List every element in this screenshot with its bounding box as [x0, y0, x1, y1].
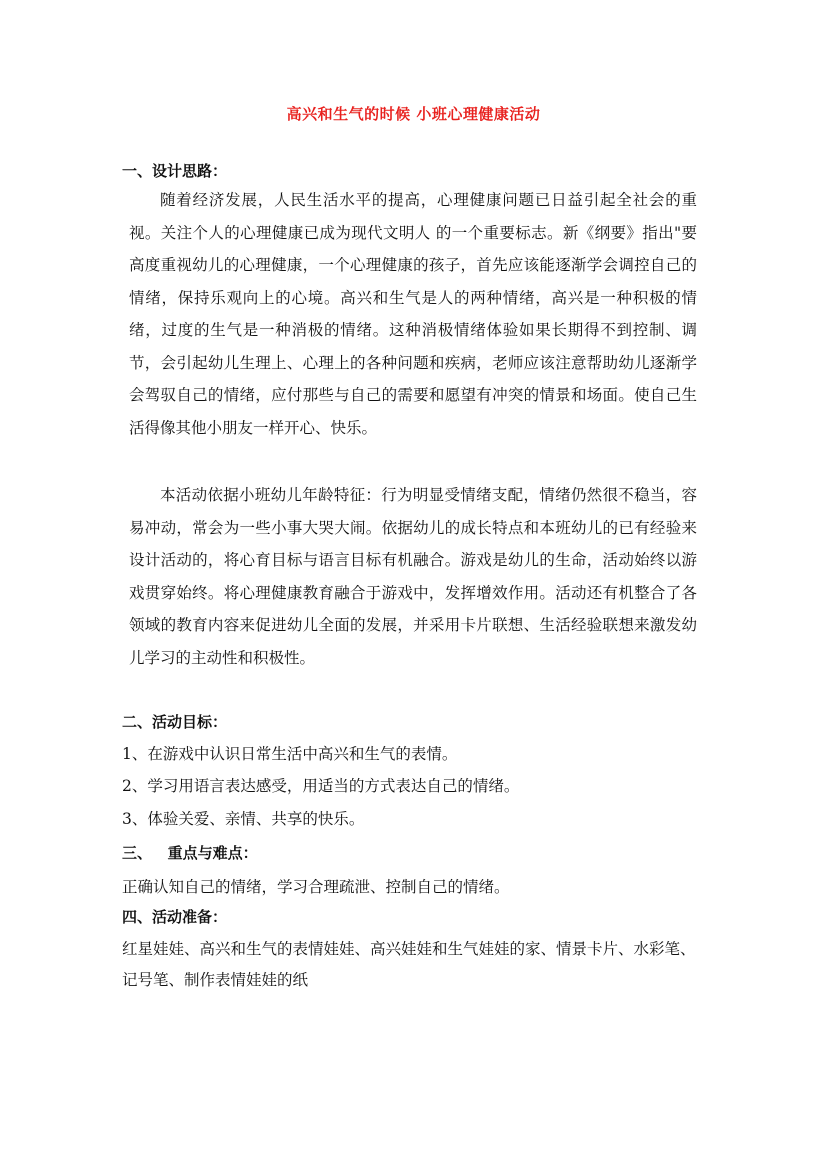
goal-item-2: 2、学习用语言表达感受，用适当的方式表达自己的情绪。 [122, 777, 520, 795]
section-heading-activity-goals: 二、活动目标： [122, 713, 228, 731]
section-heading-preparation: 四、活动准备： [122, 908, 228, 926]
design-idea-paragraph-2: 本活动依据小班幼儿年龄特征：行为明显受情绪支配，情绪仍然很不稳当，容易冲动，常会为一些小事大哭大闹。依据幼儿的成长特点和本班幼儿的已有经验来设计活动的，将心育目标与语言目标有机融合。游戏是幼儿的生命，活动始终以游戏贯穿始终。将心理健康教育融合于游戏中，发挥增效作用。活动还有机整合了各领域的教育内容来促进幼儿全面的发展，并采用卡片联想、生活经验联想来激发幼儿学习的主动性和积极性。 [129, 486, 697, 667]
document-title: 高兴和生气的时候 小班心理健康活动 [286, 105, 541, 123]
goal-item-3: 3、体验关爱、亲情、共享的快乐。 [122, 810, 365, 828]
preparation-text: 红星娃娃、高兴和生气的表情娃娃、高兴娃娃和生气娃娃的家、情景卡片、水彩笔、记号笔、制作表情娃娃的纸 [122, 940, 696, 989]
section-heading-key-points: 三、 重点与难点： [122, 844, 258, 862]
key-points-text: 正确认知自己的情绪，学习合理疏泄、控制自己的情绪。 [122, 878, 510, 896]
section-heading-design-idea: 一、设计思路： [122, 162, 228, 180]
design-idea-paragraph-1: 随着经济发展，人民生活水平的提高，心理健康问题已日益引起全社会的重视。关注个人的心理健康已成为现代文明人 的一个重要标志。新《纲要》指出"要高度重视幼儿的心理健康，一个心理健康的孩子，首先应该能逐渐学会调控自己的情绪，保持乐观向上的心境。高兴和生气是人的两种情绪，高兴是一种积极的情绪，过度的生气是一种消极的情绪。这种消极情绪体验如果长期得不到控制、调节，会引起幼儿生理上、心理上的各种问题和疾病，老师应该注意帮助幼儿逐渐学会驾驭自己的情绪，应付那些与自己的需要和愿望有冲突的情景和场面。使自己生活得像其他小朋友一样开心、快乐。 [129, 191, 697, 437]
goal-item-1: 1、在游戏中认识日常生活中高兴和生气的表情。 [122, 745, 458, 763]
